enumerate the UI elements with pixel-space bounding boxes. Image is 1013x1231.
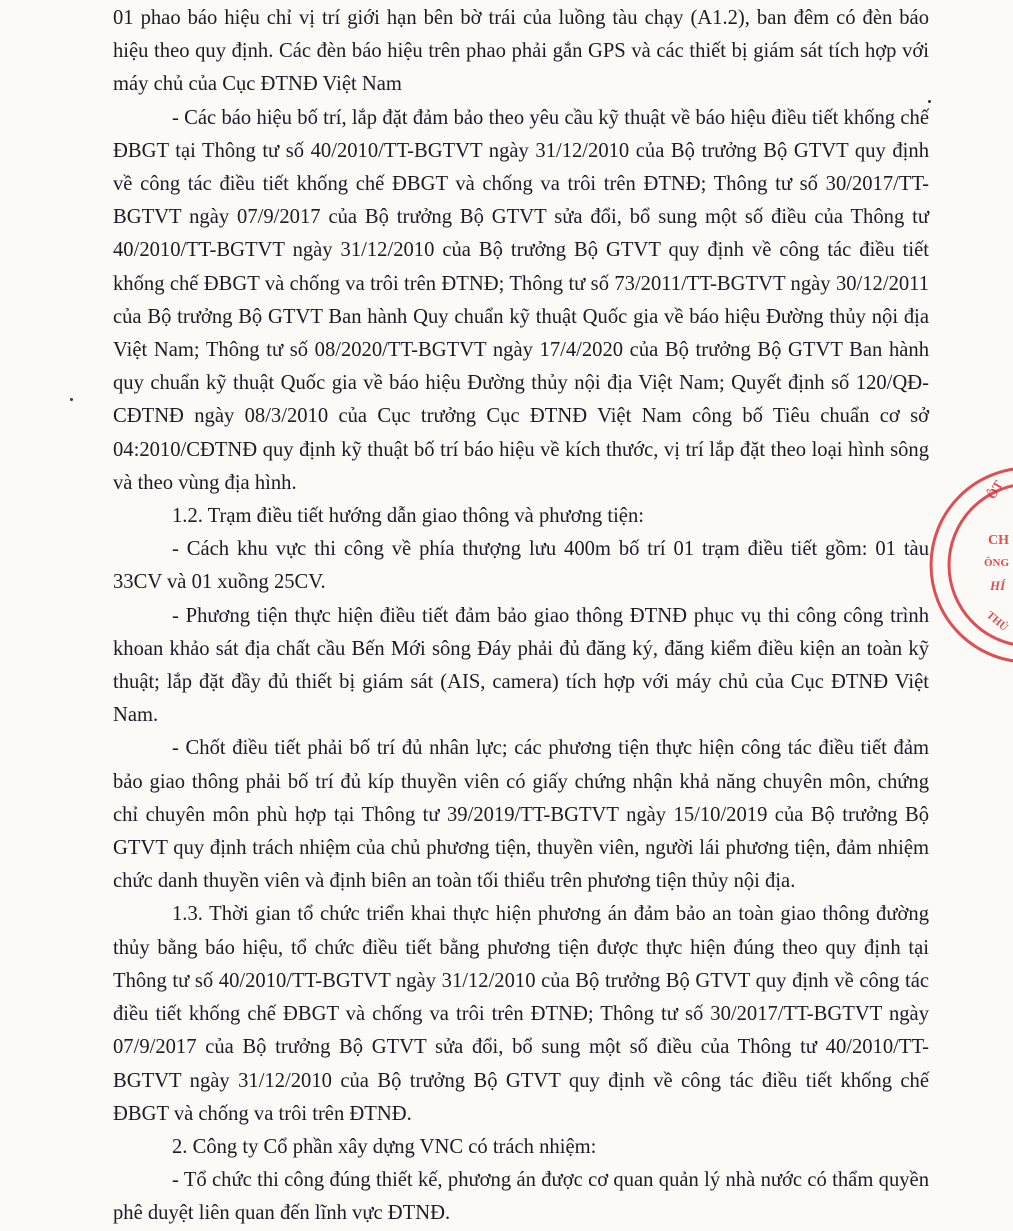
- paragraph-signal-regulations: - Các báo hiệu bố trí, lắp đặt đảm bảo theo yêu cầu kỹ thuật về báo hiệu điều tiết khống chế ĐBGT tại Thông tư số 40/2010/TT-BGTVT ngày 31/12/2010 của Bộ trưởng Bộ GTVT quy định về công tác điều tiết khống chế ĐBGT và chống va trôi trên ĐTNĐ; Thông tư số 30/2017/TT-BGTVT ngày 07/9/2017 của Bộ trưởng Bộ GTVT sửa đổi, bổ sung một số điều của Thông tư 40/2010/TT-BGTVT ngày 31/12/2010 của Bộ trưởng Bộ GTVT quy định về công tác điều tiết khống chế ĐBGT và chống va trôi trên ĐTNĐ; Thông tư số 73/2011/TT-BGTVT ngày 30/12/2011 của Bộ trưởng Bộ GTVT Ban hành Quy chuẩn kỹ thuật Quốc gia về báo hiệu Đường thủy nội địa Việt Nam; Thông tư số 08/2020/TT-BGTVT ngày 17/4/2020 của Bộ trưởng Bộ GTVT Ban hành quy chuẩn kỹ thuật Quốc gia về báo hiệu Đường thủy nội địa Việt Nam; Quyết định số 120/QĐ-CĐTNĐ ngày 08/3/2010 của Cục trưởng Cục ĐTNĐ Việt Nam công bố Tiêu chuẩn cơ sở 04:2010/CĐTNĐ quy định kỹ thuật bố trí báo hiệu về kích thước, vị trí lắp đặt theo loại hình sông và theo vùng địa hình.: [113, 106, 929, 494]
- seal-fragment-4: HÍ: [990, 578, 1006, 593]
- scan-speck: [70, 398, 73, 401]
- document-body: [113, 2, 929, 1231]
- seal-fragment-2: CH: [988, 533, 1009, 548]
- paragraph-construction-compliance: - Tổ chức thi công đúng thiết kế, phương án được cơ quan quản lý nhà nước có thẩm quyền phê duyệt liên quan đến lĩnh vực ĐTNĐ.: [113, 1169, 929, 1225]
- seal-fragment-1: ÔT: [983, 477, 1006, 502]
- paragraph-buoy-signal: 01 phao báo hiệu chỉ vị trí giới hạn bên bờ trái của luồng tàu chạy (A1.2), ban đêm có đèn báo hiệu theo quy định. Các đèn báo hiệu trên phao phải gắn GPS và các thiết bị giám sát tích hợp với máy chủ của Cục ĐTNĐ Việt Nam: [113, 7, 929, 96]
- paragraph-station-location: - Cách khu vực thi công về phía thượng lưu 400m bố trí 01 trạm điều tiết gồm: 01 tàu 33CV và 01 xuồng 25CV.: [113, 538, 929, 594]
- seal-fragment-3: ÔNG: [984, 557, 1010, 569]
- heading-1-2-traffic-station: 1.2. Trạm điều tiết hướng dẫn giao thông và phương tiện:: [172, 505, 644, 528]
- red-seal-stamp: [968, 466, 1013, 666]
- seal-fragment-5: THỦ: [984, 609, 1011, 634]
- paragraph-staffing-requirements: - Chốt điều tiết phải bố trí đủ nhân lực; các phương tiện thực hiện công tác điều tiết đảm bảo giao thông phải bố trí đủ kíp thuyền viên có giấy chứng nhận khả năng chuyên môn, chứng chỉ chuyên môn phù hợp tại Thông tư 39/2019/TT-BGTVT ngày 15/10/2019 của Bộ trưởng Bộ GTVT quy định trách nhiệm của chủ phương tiện, thuyền viên, người lái phương tiện, đảm nhiệm chức danh thuyền viên và định biên an toàn tối thiểu trên phương tiện thủy nội địa.: [113, 737, 929, 893]
- paragraph-vehicle-requirements: - Phương tiện thực hiện điều tiết đảm bảo giao thông ĐTNĐ phục vụ thi công công trình khoan khảo sát địa chất cầu Bến Mới sông Đáy phải đủ đăng ký, đăng kiểm điều kiện an toàn kỹ thuật; lắp đặt đầy đủ thiết bị giám sát (AIS, camera) tích hợp với máy chủ của Cục ĐTNĐ Việt Nam.: [113, 604, 929, 727]
- heading-2-company-responsibility: 2. Công ty Cổ phần xây dựng VNC có trách nhiệm:: [172, 1135, 597, 1158]
- scan-speck: [928, 100, 931, 103]
- heading-1-3-implementation-time: 1.3. Thời gian tổ chức triển khai thực hiện phương án đảm bảo an toàn giao thông đường thủy bằng báo hiệu, tổ chức điều tiết bằng phương tiện được thực hiện đúng theo quy định tại Thông tư số 40/2010/TT-BGTVT ngày 31/12/2010 của Bộ trưởng Bộ GTVT quy định về công tác điều tiết khống chế ĐBGT và chống va trôi trên ĐTNĐ; Thông tư số 30/2017/TT-BGTVT ngày 07/9/2017 của Bộ trưởng Bộ GTVT sửa đổi, bổ sung một số điều của Thông tư 40/2010/TT-BGTVT ngày 31/12/2010 của Bộ trưởng Bộ GTVT quy định về công tác điều tiết khống chế ĐBGT và chống va trôi trên ĐTNĐ.: [113, 903, 929, 1125]
